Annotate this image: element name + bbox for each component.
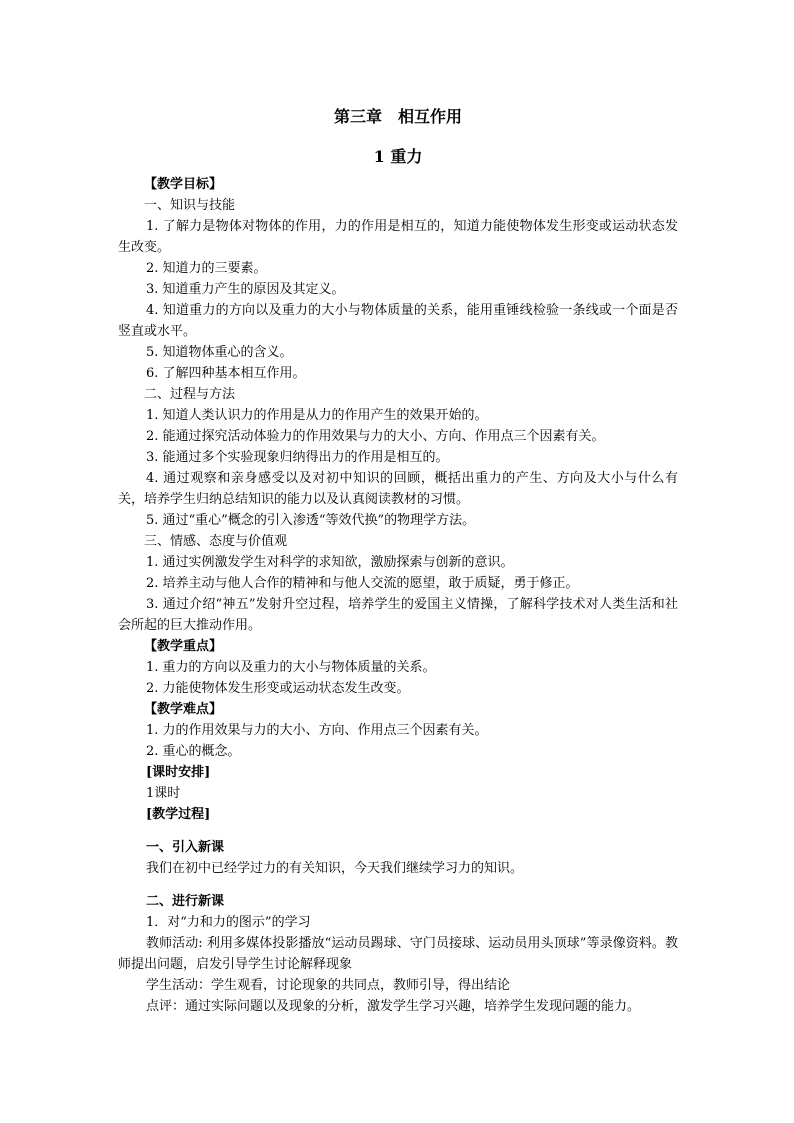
document-body	[118, 106, 678, 1017]
emotion-heading: 三、情感、态度与价值观	[144, 534, 288, 549]
schedule-value: 1课时	[146, 786, 181, 801]
knowledge-heading: 一、知识与技能	[144, 198, 236, 213]
emotion-item: 1. 通过实例激发学生对科学的求知欲，激励探索与创新的意识。	[146, 555, 514, 570]
goals-heading: 【教学目标】	[144, 177, 223, 192]
intro-text: 我们在初中已经学过力的有关知识，今天我们继续学习力的知识。	[146, 861, 524, 876]
emotion-item: 3. 通过介绍“神五”发射升空过程，培养学生的爱国主义情操，了解科学技术对人类生活和社会所起的巨大推动作用。	[118, 597, 678, 633]
emotion-item: 2. 培养主动与他人合作的精神和与他人交流的愿望，敢于质疑，勇于修正。	[146, 576, 579, 591]
section-title: 1 重力	[373, 147, 423, 166]
key-point-item: 1. 重力的方向以及重力的大小与物体质量的关系。	[146, 660, 436, 675]
process-heading: 二、过程与方法	[144, 387, 236, 402]
knowledge-item: 3. 知道重力产生的原因及其定义。	[146, 282, 345, 297]
intro-heading: 一、引入新课	[146, 840, 225, 855]
student-activity: 学生活动：学生观看，讨论现象的共同点，教师引导，得出结论	[146, 978, 511, 993]
process-item: 1. 知道人类认识力的作用是从力的作用产生的效果开始的。	[146, 408, 488, 423]
key-points-heading: 【教学重点】	[144, 639, 223, 654]
knowledge-item: 6. 了解四种基本相互作用。	[146, 366, 306, 381]
difficult-points-heading: 【教学难点】	[144, 702, 223, 717]
process-item: 2. 能通过探究活动体验力的作用效果与力的大小、方向、作用点三个因素有关。	[146, 429, 605, 444]
knowledge-item: 4. 知道重力的方向以及重力的大小与物体质量的关系，能用重锤线检验一条线或一个面是否竖直或水平。	[118, 303, 678, 339]
process-item: 5. 通过“重心”概念的引入渗透“等效代换”的物理学方法。	[146, 513, 476, 528]
new-lesson-subheading: 1．对“力和力的图示”的学习	[146, 915, 311, 930]
teacher-activity: 教师活动: 利用多媒体投影播放“运动员踢球、守门员接球、运动员用头顶球”等录像资料。教师提出问题，启发引导学生讨论解释现象	[118, 936, 678, 972]
teaching-process-heading: [教学过程]	[146, 807, 211, 822]
process-item: 4. 通过观察和亲身感受以及对初中知识的回顾，概括出重力的产生、方向及大小与什么有关，培养学生归纳总结知识的能力以及认真阅读教材的习惯。	[118, 471, 678, 507]
chapter-title: 第三章 相互作用	[333, 107, 462, 126]
knowledge-item: 2. 知道力的三要素。	[146, 261, 267, 276]
comment: 点评：通过实际问题以及现象的分析，激发学生学习兴趣，培养学生发现问题的能力。	[146, 999, 641, 1014]
new-lesson-heading: 二、进行新课	[146, 894, 225, 909]
schedule-heading: [课时安排]	[146, 765, 211, 780]
process-item: 3. 能通过多个实验现象归纳得出力的作用是相互的。	[146, 450, 449, 465]
difficult-point-item: 1. 力的作用效果与力的大小、方向、作用点三个因素有关。	[146, 723, 488, 738]
key-point-item: 2. 力能使物体发生形变或运动状态发生改变。	[146, 681, 410, 696]
knowledge-item: 5. 知道物体重心的含义。	[146, 345, 293, 360]
difficult-point-item: 2. 重心的概念。	[146, 744, 241, 759]
knowledge-item: 1. 了解力是物体对物体的作用，力的作用是相互的，知道力能使物体发生形变或运动状态发生改变。	[118, 219, 678, 255]
